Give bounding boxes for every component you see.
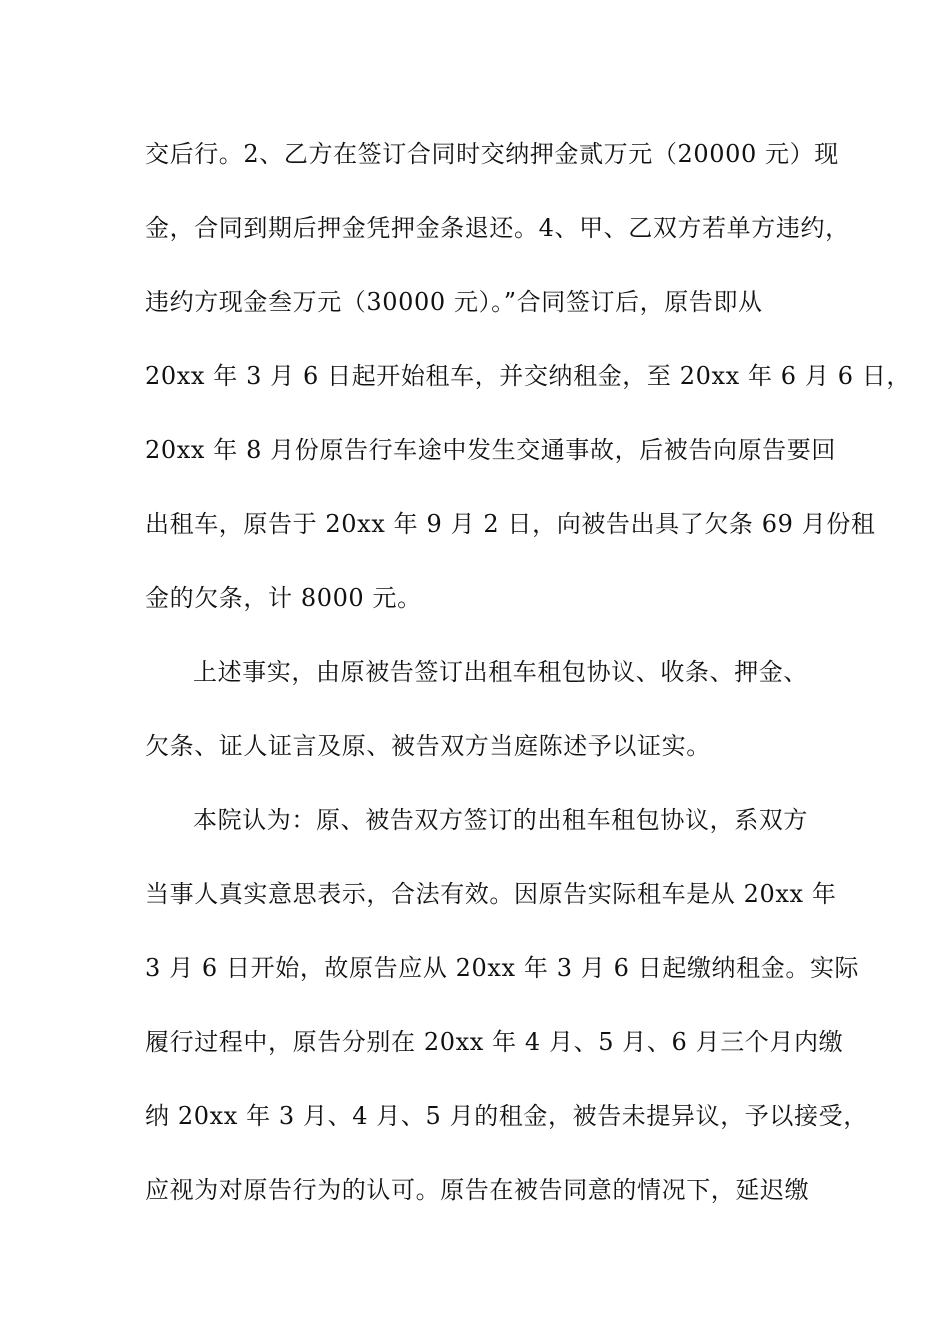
text-line-8-paragraph-start: 上述事实，由原被告签订出租车租包协议、收条、押金、	[193, 658, 808, 686]
text-line-15: 应视为对原告行为的认可。原告在被告同意的情况下，延迟缴	[145, 1176, 810, 1204]
text-line-14: 纳 20xx 年 3 月、4 月、5 月的租金，被告未提异议，予以接受，	[145, 1102, 868, 1130]
text-line-9: 欠条、证人证言及原、被告双方当庭陈述予以证实。	[145, 732, 711, 760]
text-line-7: 金的欠条，计 8000 元。	[145, 584, 422, 612]
text-line-2: 金，合同到期后押金凭押金条退还。4、甲、乙双方若单方违约，	[145, 214, 850, 242]
text-line-6: 出租车，原告于 20xx 年 9 月 2 日，向被告出具了欠条 69 月份租	[145, 510, 876, 538]
text-line-5: 20xx 年 8 月份原告行车途中发生交通事故，后被告向原告要回	[145, 436, 836, 464]
text-line-3: 违约方现金叁万元（30000 元）。”合同签订后，原告即从	[145, 288, 763, 316]
text-line-10-paragraph-start: 本院认为：原、被告双方签订的出租车租包协议，系双方	[193, 806, 808, 834]
text-line-4: 20xx 年 3 月 6 日起开始租车，并交纳租金，至 20xx 年 6 月 6 日，	[145, 362, 912, 390]
text-line-13: 履行过程中，原告分别在 20xx 年 4 月、5 月、6 月三个月内缴	[145, 1028, 844, 1056]
text-line-12: 3 月 6 日开始，故原告应从 20xx 年 3 月 6 日起缴纳租金。实际	[145, 954, 860, 982]
text-line-11: 当事人真实意思表示，合法有效。因原告实际租车是从 20xx 年	[145, 880, 837, 908]
text-line-1: 交后行。2、乙方在签订合同时交纳押金贰万元（20000 元）现	[145, 140, 839, 168]
